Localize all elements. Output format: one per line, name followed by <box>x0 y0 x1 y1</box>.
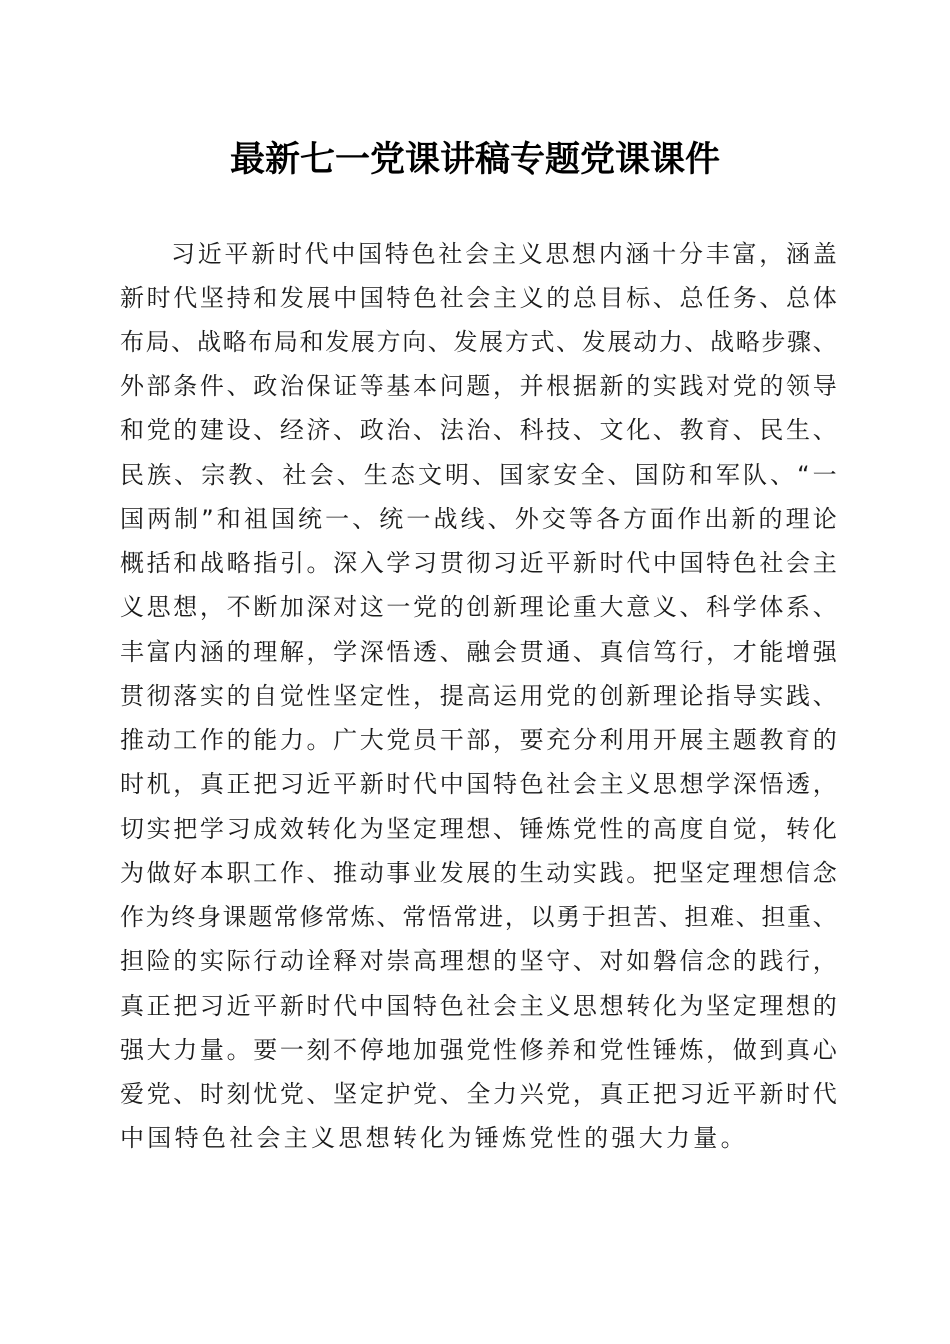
body-line: 真正把习近平新时代中国特色社会主义思想转化为坚定理想的 <box>120 992 840 1020</box>
body-line: 推动工作的能力。广大党员干部，要充分利用开展主题教育的 <box>120 726 840 754</box>
body-line: 民族、宗教、社会、生态文明、国家安全、国防和军队、“一 <box>120 461 840 489</box>
body-line: 外部条件、政治保证等基本问题，并根据新的实践对党的领导 <box>120 372 840 400</box>
body-line: 爱党、时刻忧党、坚定护党、全力兴党，真正把习近平新时代 <box>120 1080 840 1108</box>
body-line: 概括和战略指引。深入学习贯彻习近平新时代中国特色社会主 <box>120 549 840 577</box>
body-line: 强大力量。要一刻不停地加强党性修养和党性锤炼，做到真心 <box>120 1036 840 1064</box>
body-line: 义思想，不断加深对这一党的创新理论重大意义、科学体系、 <box>120 593 840 621</box>
body-line: 新时代坚持和发展中国特色社会主义的总目标、总任务、总体 <box>120 284 840 312</box>
body-line: 和党的建设、经济、政治、法治、科技、文化、教育、民生、 <box>120 416 840 444</box>
body-line: 贯彻落实的自觉性坚定性，提高运用党的创新理论指导实践、 <box>120 682 840 710</box>
body-line: 切实把学习成效转化为坚定理想、锤炼党性的高度自觉，转化 <box>120 815 840 843</box>
body-line: 中国特色社会主义思想转化为锤炼党性的强大力量。 <box>120 1124 748 1152</box>
body-line: 习近平新时代中国特色社会主义思想内涵十分丰富，涵盖 <box>171 240 840 268</box>
body-line: 担险的实际行动诠释对崇高理想的坚守、对如磐信念的践行， <box>120 947 840 975</box>
body-line: 作为终身课题常修常炼、常悟常进，以勇于担苦、担难、担重、 <box>120 903 839 931</box>
body-line: 为做好本职工作、推动事业发展的生动实践。把坚定理想信念 <box>120 859 840 887</box>
body-line: 布局、战略布局和发展方向、发展方式、发展动力、战略步骤、 <box>120 328 839 356</box>
document-title: 最新七一党课讲稿专题党课课件 <box>229 139 720 180</box>
body-line: 丰富内涵的理解，学深悟透、融会贯通、真信笃行，才能增强 <box>120 638 840 666</box>
body-line: 时机，真正把习近平新时代中国特色社会主义思想学深悟透， <box>120 770 840 798</box>
body-line: 国两制”和祖国统一、统一战线、外交等各方面作出新的理论 <box>120 505 840 533</box>
